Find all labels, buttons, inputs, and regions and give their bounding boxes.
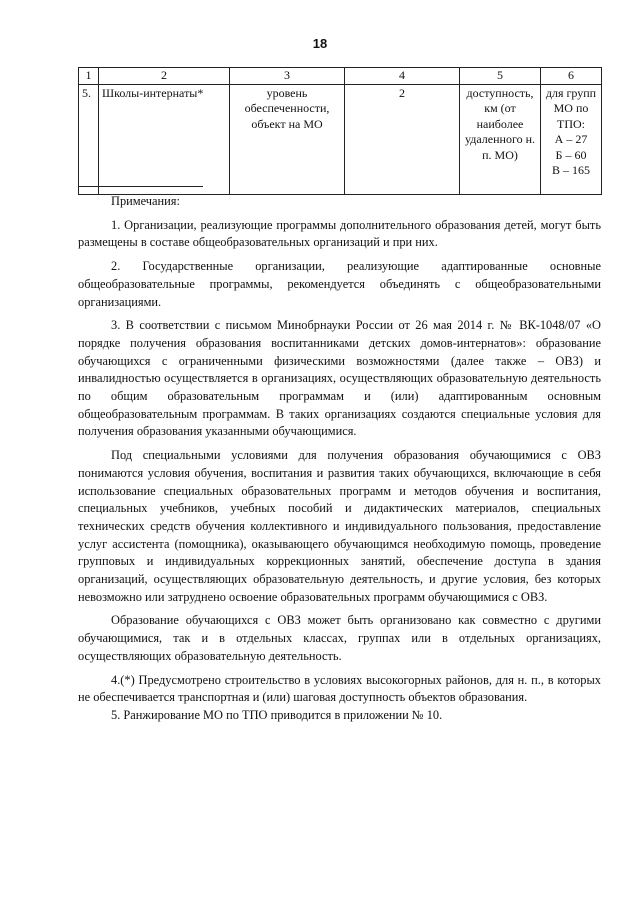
groups-title: для групп МО по ТПО: — [545, 85, 597, 131]
standards-table — [78, 67, 602, 195]
col-header-6: 6 — [541, 68, 602, 85]
access-cell: доступность, км (от наиболее удаленного н. п. МО) — [460, 84, 541, 194]
note-2: 2. Государственные организации, реализующие адаптированные основные общеобразовательные программы, рекомендуется объединять с общеобразовательными организациями. — [78, 259, 601, 309]
row-number: 5. — [79, 84, 99, 194]
col-header-4: 4 — [345, 68, 460, 85]
page-number: 18 — [312, 36, 328, 51]
note-5: 5. Ранжирование МО по ТПО приводится в приложении № 10. — [111, 707, 443, 722]
col-header-2: 2 — [99, 68, 230, 85]
joint-education-paragraph: Образование обучающихся с ОВЗ может быть организовано как совместно с другими обучающимися, так и в отдельных классах, группах или в отдельных организациях, осуществляющих образовательную деятельность. — [78, 613, 601, 663]
table-header-row — [79, 68, 602, 85]
col-header-3: 3 — [230, 68, 345, 85]
group-c: В – 165 — [551, 163, 590, 177]
table-row — [79, 84, 602, 194]
notes-section — [78, 193, 601, 725]
special-conditions-paragraph: Под специальными условиями для получения образования обучающимися с ОВЗ понимаются условия обучения, воспитания и развития таких обучающихся, включающие в себя использование специальных образовательных программ и методов обучения и воспитания, специальных учебников, учебных пособий и дидактических материалов, специальных технических средств обучения коллективного и индивидуального пользования, предоставление услуг ассистента (помощника), оказывающего обучающимся необходимую помощь, проведение групповых и индивидуальных коррекционных занятий, обеспечение доступа в здания организаций, осуществляющих образовательную деятельность, и другие условия, без которых невозможно или затруднено освоение образовательных программ обучающимися с ОВЗ. — [78, 448, 601, 604]
value-cell: 2 — [345, 84, 460, 194]
indicator-cell: уровень обеспеченности, объект на МО — [230, 84, 345, 194]
note-3: 3. В соответствии с письмом Минобрнауки России от 26 мая 2014 г. № ВК-1048/07 «О порядке получения образования воспитанниками детских домов-интернатов»: образование обучающихся с ограниченными физическими возможностями (далее также – ОВЗ) и инвалидностью осуществляется в организациях, осуществляющих образовательную деятельность по общим образовательным программам и (или) адаптированным основным общеобразовательным программам. В таких организациях создаются специальные условия для получения образования указанными обучающимися. — [78, 318, 601, 439]
note-4: 4.(*) Предусмотрено строительство в условиях высокогорных районов, для н. п., в которых не обеспечивается транспортная и (или) шаговая доступность объектов образования. — [78, 672, 601, 705]
note-1: 1. Организации, реализующие программы дополнительного образования детей, могут быть размещены в составе общеобразовательных организаций и при них. — [78, 217, 601, 250]
group-a: А – 27 — [554, 132, 588, 146]
group-b: Б – 60 — [555, 147, 587, 162]
col-header-1: 1 — [79, 68, 99, 85]
notes-heading: Примечания: — [111, 194, 180, 208]
groups-cell — [541, 84, 602, 194]
facility-name: Школы-интернаты* — [99, 84, 230, 194]
footnote-divider — [78, 186, 203, 187]
col-header-5: 5 — [460, 68, 541, 85]
